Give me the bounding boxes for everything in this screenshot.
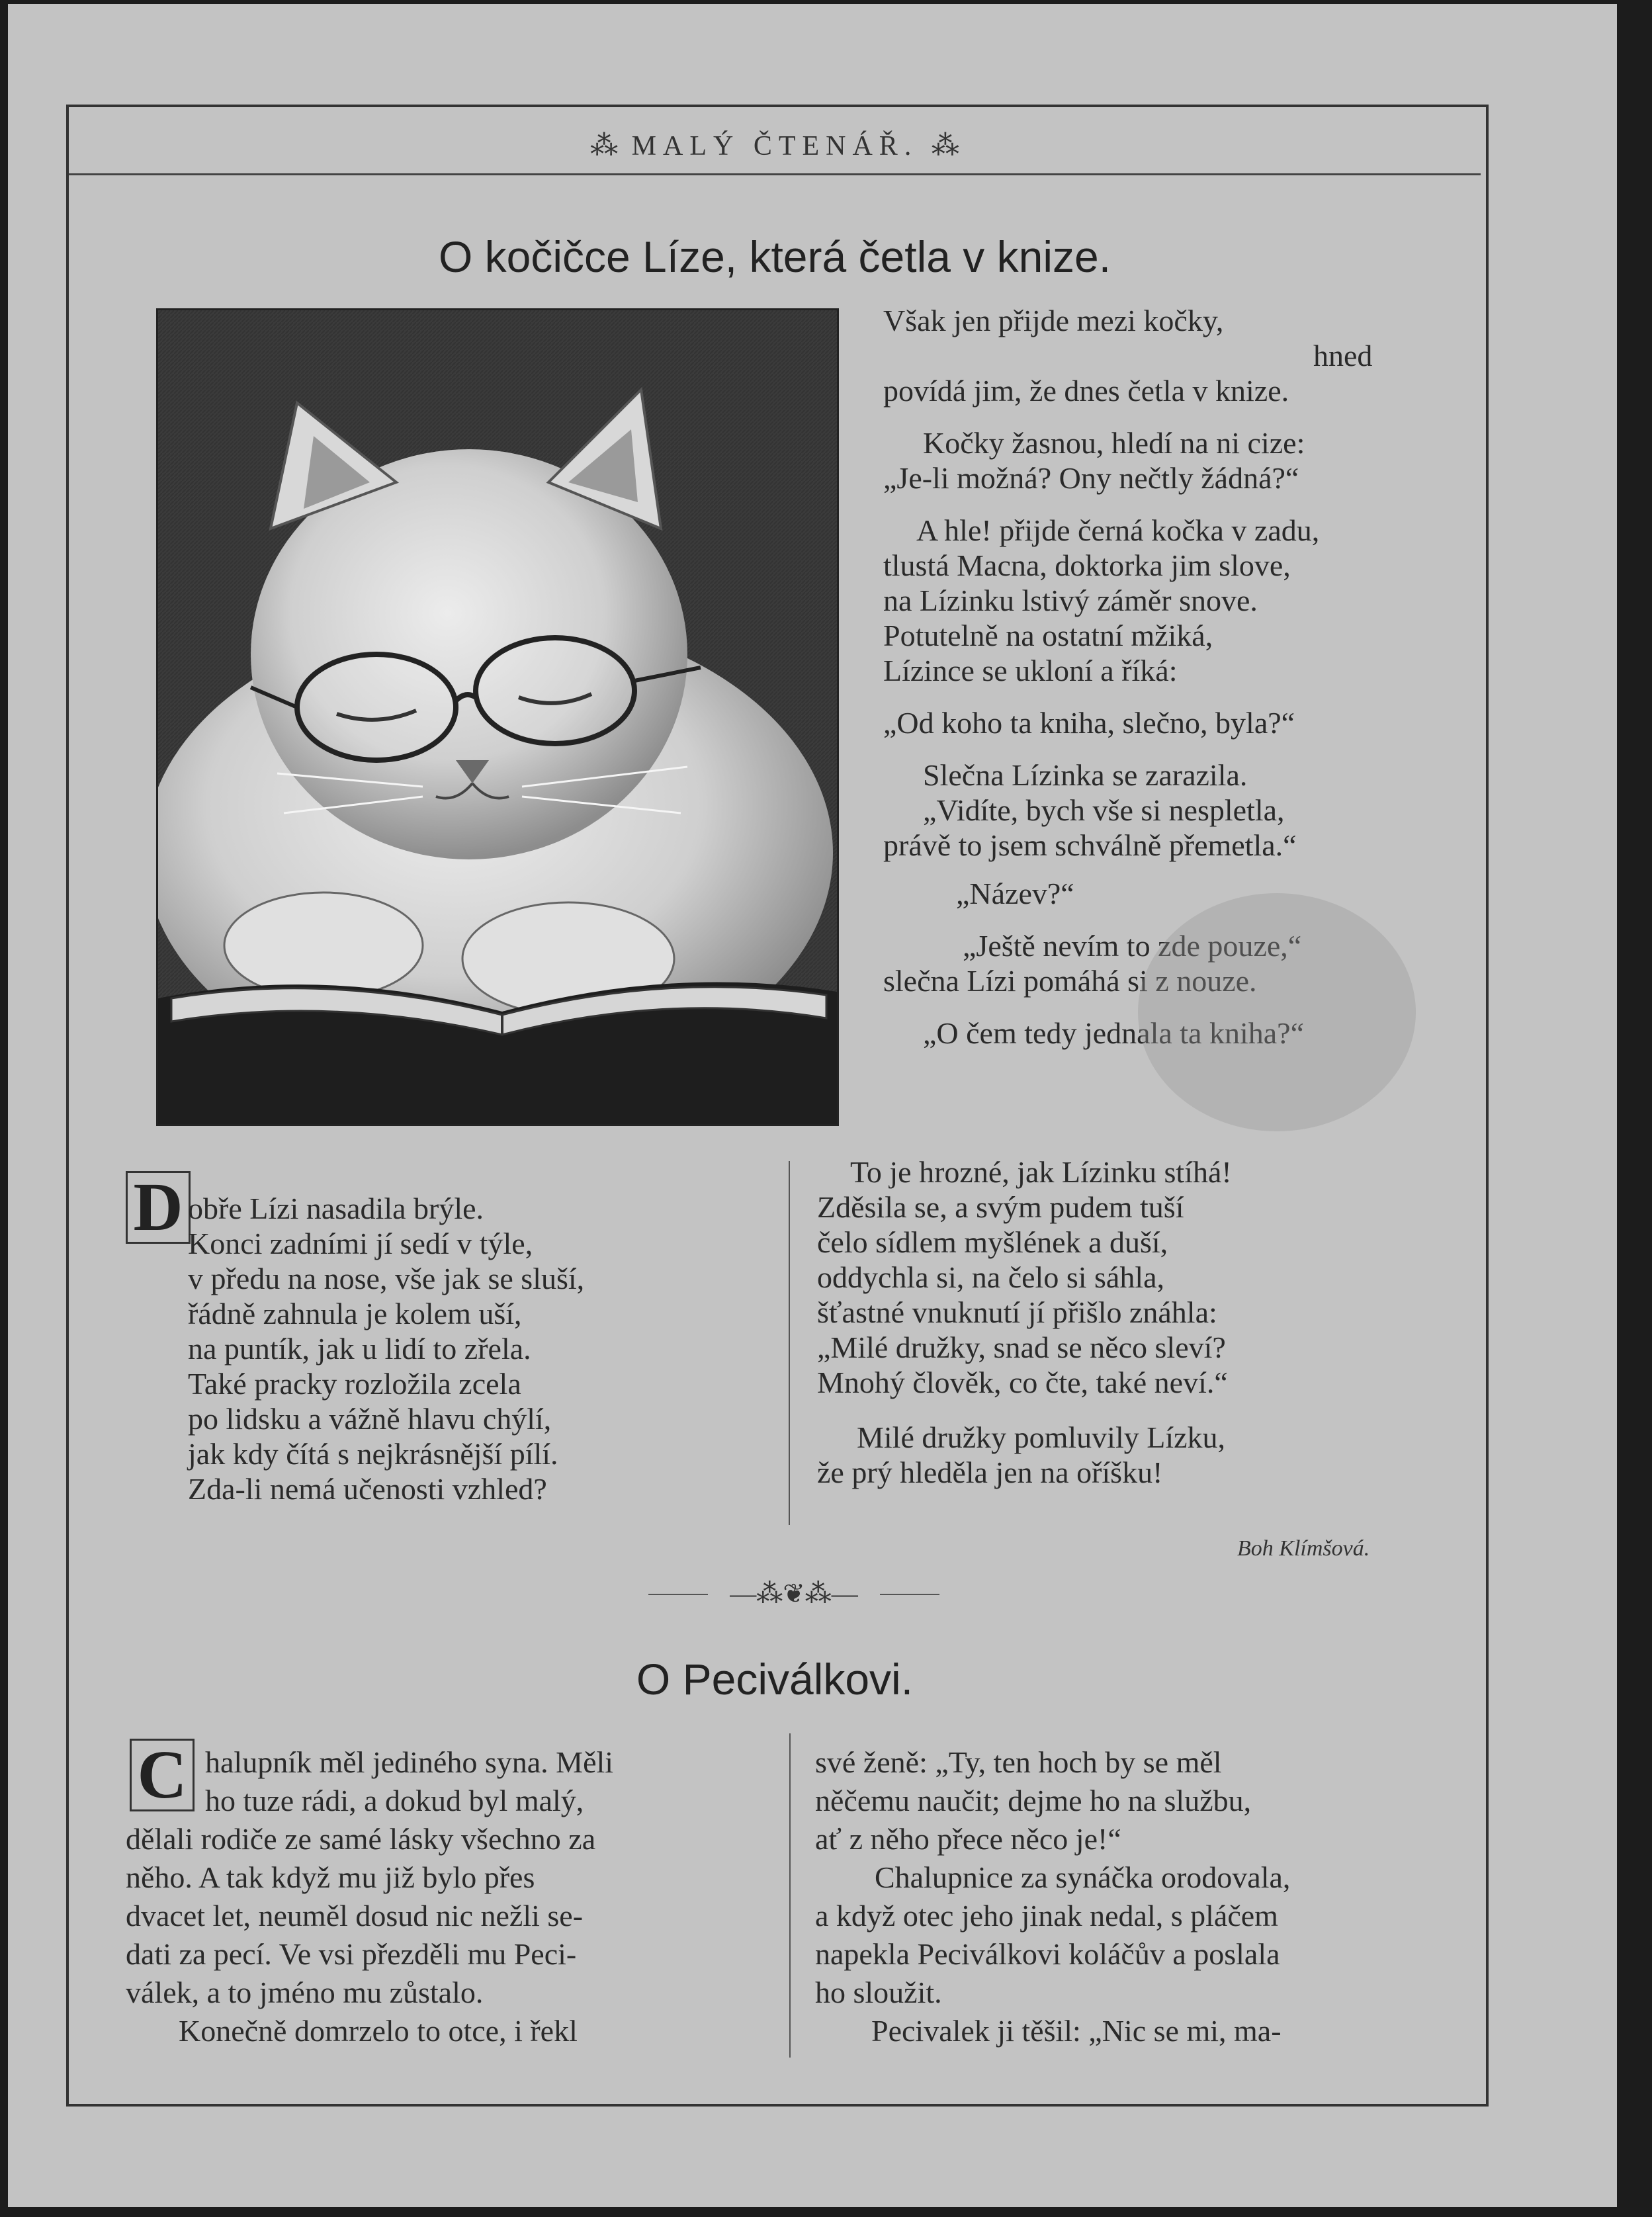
poem-line: po lidsku a vážně hlavu chýlí, [188,1402,552,1436]
stanza-3 [883,513,1465,688]
story-line: ho tuze rádi, a dokud byl malý, [205,1784,584,1817]
poem-line: Slečna Lízinka se zarazila. [923,758,1248,792]
paper-stain [1138,893,1416,1131]
poem-column-rule [789,1161,790,1525]
section-divider-icon: —⁂❦⁂— [701,1578,887,1609]
poem-line: To je hrozné, jak Lízinku stíhá! [850,1155,1232,1189]
poem-line: „Od koho ta kniha, slečno, byla?“ [883,706,1295,740]
poem-line: „Ještě nevím to zde pouze,“ [963,929,1302,963]
story-line: válek, a to jméno mu zůstalo. [126,1976,484,2009]
poem-line: povídá jim, že dnes četla v knize. [883,374,1289,408]
ornament-left-icon: ⁂ [590,131,619,161]
story-line: a když otec jeho jinak nedal, s pláčem [815,1899,1278,1933]
poem-line: řádně zahnula je kolem uší, [188,1297,522,1330]
story-right-column [815,1743,1470,2050]
story-line: dvacet let, neuměl dosud nic nežli se- [126,1899,584,1933]
running-header [66,129,1483,162]
story-line: halupník měl jediného syna. Měli [205,1745,614,1779]
poem-line: tlustá Macna, doktorka jim slove, [883,548,1291,582]
header-rule [69,173,1481,175]
story-line: své ženě: „Ty, ten hoch by se měl [815,1745,1222,1779]
story-column-rule [789,1733,791,2058]
cat-reading-icon [158,310,837,1124]
poem-dropcap: D [126,1171,191,1244]
poem-title: O kočičce Líze, která četla v knize. [438,232,1111,281]
poem-line: slečna Lízi pomáhá si z nouze. [883,964,1257,998]
poem-line: Lízince se ukloní a říká: [883,654,1178,687]
poem-signature: Boh Klímšová. [1237,1536,1370,1561]
poem-line: jak kdy čítá s nejkrásnější pílí. [188,1437,558,1471]
cat-illustration [156,308,839,1126]
poem-line: šťastné vnuknutí jí přišlo znáhla: [817,1295,1217,1329]
poem-line: právě to jsem schválně přemetla.“ [883,828,1297,862]
poem-line: Zda-li nemá učenosti vzhled? [188,1472,547,1506]
poem-line: Konci zadními jí sedí v týle, [188,1227,533,1260]
poem-line: Kočky žasnou, hledí na ni cize: [923,426,1305,460]
poem-line: v předu na nose, vše jak se sluší, [188,1262,585,1295]
stanza-1 [883,303,1465,408]
poem-line: hned [1313,339,1373,372]
poem-line: „Vidíte, bych vše si nespletla, [923,793,1285,827]
poem-line: Mnohý člověk, co čte, také neví.“ [817,1366,1228,1399]
poem-line: A hle! přijde černá kočka v zadu, [916,513,1320,547]
stanza-4 [883,705,1465,740]
poem-line: Zděsila se, a svým pudem tuší [817,1190,1184,1224]
story-line: Pecivalek ji těšil: „Nic se mi, ma- [871,2014,1282,2048]
story-line: ho sloužit. [815,1976,942,2009]
poem-line: „Název?“ [956,877,1074,910]
stanza-2 [883,425,1465,496]
story-left-column [126,1743,774,2050]
poem-right-lower [817,1154,1472,1490]
story-line: Konečně domrzelo to otce, i řekl [179,2014,578,2048]
poem-line: že prý hleděla jen na oříšku! [817,1456,1163,1489]
poem-line: Také pracky rozložila zcela [188,1367,521,1401]
stanza-6 [883,876,1465,911]
story-line: dati za pecí. Ve vsi přezděli mu Peci- [126,1937,577,1971]
stanza-5 [883,758,1465,863]
poem-line: „Milé družky, snad se něco sleví? [817,1330,1226,1364]
poem-line: na Lízinku lstivý záměr snove. [883,584,1258,617]
story-line: Chalupnice za synáčka orodovala, [875,1860,1291,1894]
poem-line: Však jen přijde mezi kočky, [883,304,1224,337]
poem-line: „O čem tedy jednala ta kniha?“ [923,1016,1304,1050]
story-title: O Peciválkovi. [636,1655,914,1704]
poem-line: na puntík, jak u lidí to zřela. [188,1332,531,1366]
poem-line: „Je-li možná? Ony nečtly žádná?“ [883,461,1299,495]
story-line: něčemu naučit; dejme ho na službu, [815,1784,1252,1817]
story-line: něho. A tak když mu již bylo přes [126,1860,535,1894]
ornament-right-icon: ⁂ [931,131,959,161]
story-line: dělali rodiče ze samé lásky všechno za [126,1822,596,1856]
poem-left-column [188,1191,770,1506]
story-line: napekla Peciválkovi koláčův a poslala [815,1937,1280,1971]
running-title: MALÝ ČTENÁŘ. [631,131,918,161]
poem-line: oddychla si, na čelo si sáhla, [817,1260,1165,1294]
story-line: ať z něho přece něco je!“ [815,1822,1121,1856]
poem-line: Potutelně na ostatní mžiká, [883,619,1213,652]
poem-line: obře Lízi nasadila brýle. [188,1192,484,1225]
poem-line: Milé družky pomluvily Lízku, [857,1420,1226,1454]
story-dropcap: C [130,1739,195,1811]
poem-line: čelo sídlem myšlének a duší, [817,1225,1168,1259]
